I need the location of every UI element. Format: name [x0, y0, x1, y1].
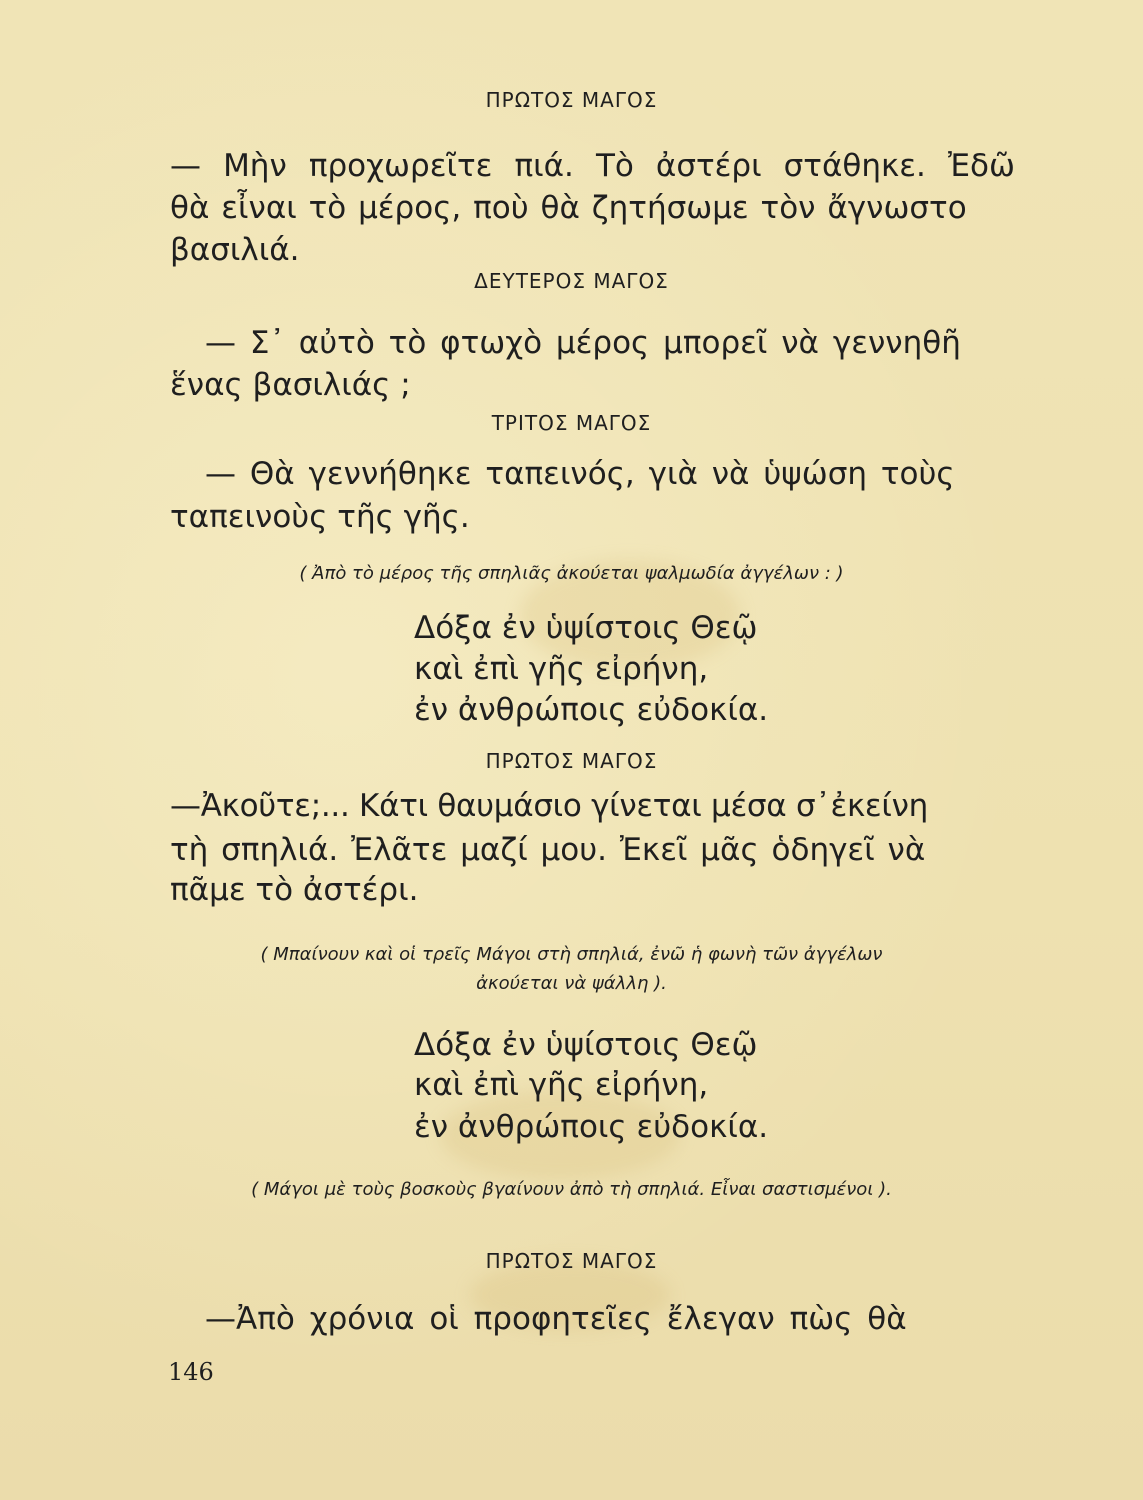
speaker-heading: ΤΡΙΤΟΣ ΜΑΓΟΣ — [491, 411, 652, 435]
speaker-heading: ΠΡΩΤΟΣ ΜΑΓΟΣ — [485, 88, 658, 112]
hymn-line: Δόξα ἐν ὑψίστοις Θεῷ — [414, 610, 758, 646]
hymn-line: καὶ ἐπὶ γῆς εἰρήνη, — [414, 1067, 709, 1103]
page-number: 146 — [168, 1358, 214, 1386]
text-line: — Μὴν προχωρεῖτε πιά. Τὸ ἀστέρι στάθηκε. Ἐδῶ — [170, 148, 1015, 184]
text-line: — Σ᾽ αὐτὸ τὸ φτωχὸ μέρος μπορεῖ νὰ γεννηθῆ — [205, 325, 961, 361]
hymn-line: ἐν ἀνθρώποις εὐδοκία. — [414, 692, 769, 728]
text-line: ταπεινοὺς τῆς γῆς. — [170, 499, 470, 535]
text-line: —Ἀκοῦτε;... Κάτι θαυμάσιο γίνεται μέσα σ᾽ἐκείνη — [170, 788, 928, 824]
stage-direction: ( Ἀπὸ τὸ μέρος τῆς σπηλιᾶς ἀκούεται ψαλμωδία ἀγγέλων : ) — [299, 563, 844, 584]
speaker-heading: ΔΕΥΤΕΡΟΣ ΜΑΓΟΣ — [474, 269, 669, 293]
text-line: — Θὰ γεννήθηκε ταπεινός, γιὰ νὰ ὑψώση τοὺς — [205, 456, 955, 492]
text-line: τὴ σπηλιά. Ἐλᾶτε μαζί μου. Ἐκεῖ μᾶς ὁδηγεῖ νὰ — [170, 832, 926, 868]
hymn-line: Δόξα ἐν ὑψίστοις Θεῷ — [414, 1027, 758, 1063]
text-line: θὰ εἶναι τὸ μέρος, ποὺ θὰ ζητήσωμε τὸν ἄγνωστο — [170, 190, 967, 226]
text-line: βασιλιά. — [170, 232, 300, 268]
stage-direction: ἀκούεται νὰ ψάλλη ). — [476, 973, 667, 994]
speaker-heading: ΠΡΩΤΟΣ ΜΑΓΟΣ — [485, 1249, 658, 1273]
stage-direction: ( Μάγοι μὲ τοὺς βοσκοὺς βγαίνουν ἀπὸ τὴ σπηλιά. Εἶναι σαστισμένοι ). — [251, 1179, 892, 1200]
text-line: —Ἀπὸ χρόνια οἱ προφητεῖες ἔλεγαν πὼς θὰ — [205, 1301, 907, 1337]
hymn-line: ἐν ἀνθρώποις εὐδοκία. — [414, 1109, 769, 1145]
stage-direction: ( Μπαίνουν καὶ οἱ τρεῖς Μάγοι στὴ σπηλιά, ἐνῶ ἡ φωνὴ τῶν ἀγγέλων — [260, 944, 883, 965]
text-line: ἕνας βασιλιάς ; — [170, 367, 411, 403]
speaker-heading: ΠΡΩΤΟΣ ΜΑΓΟΣ — [485, 749, 658, 773]
hymn-line: καὶ ἐπὶ γῆς εἰρήνη, — [414, 651, 709, 687]
text-line: πᾶμε τὸ ἀστέρι. — [170, 872, 419, 908]
